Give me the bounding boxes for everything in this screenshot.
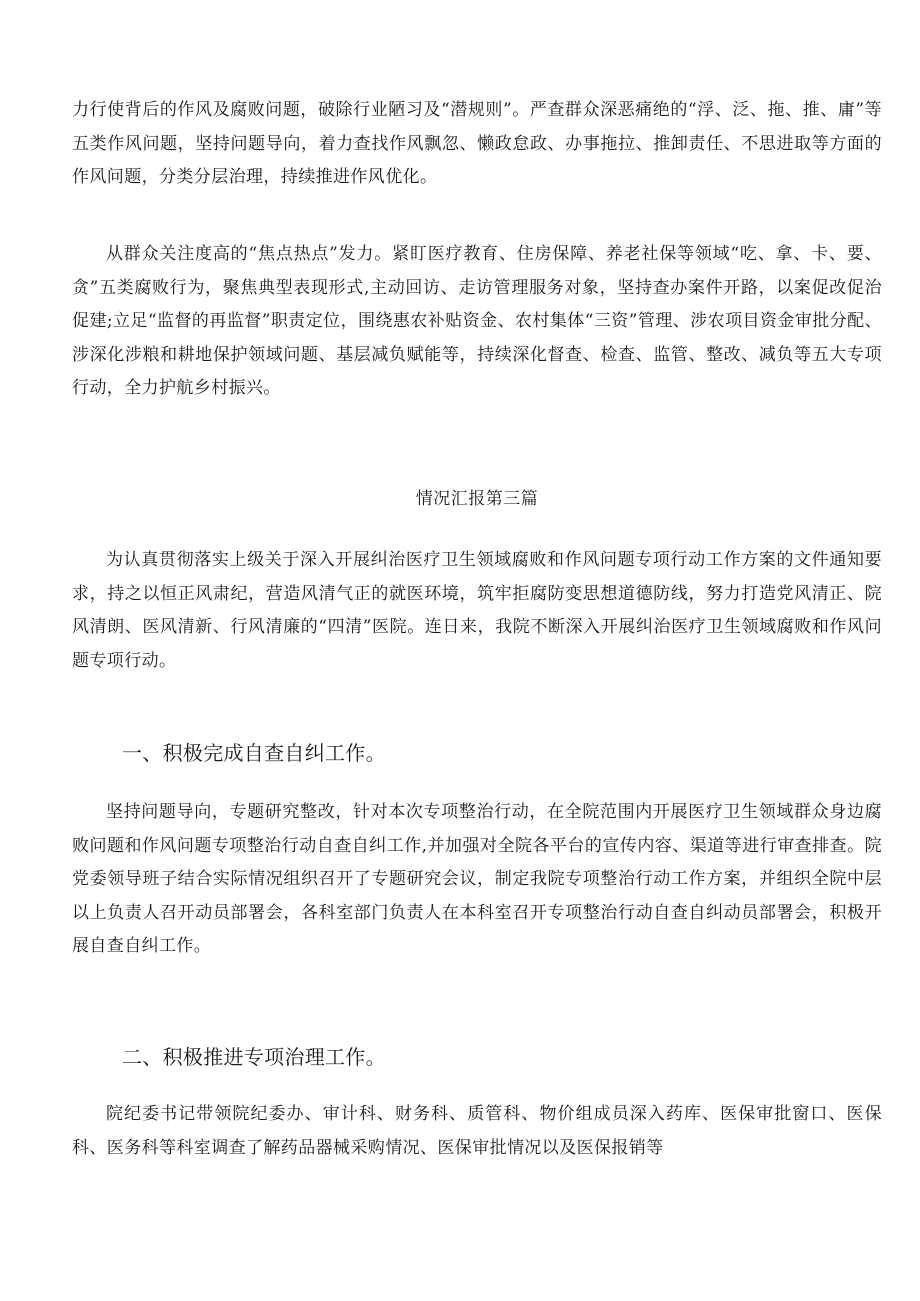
- heading-special-governance: 二、积极推进专项治理工作。: [122, 1045, 386, 1069]
- paragraph-intro: 为认真贯彻落实上级关于深入开展纠治医疗卫生领域腐败和作风问题专项行动工作方案的文件通知要求，持之以恒正风肃纪，营造风清气正的就医环境，筑牢拒腐防变思想道德防线，努力打造党风清正、院风清朗、医风清新、行风清廉的“四清”医院。连日来，我院不断深入开展纠治医疗卫生领域腐败和作风问题专项行动。: [72, 550, 882, 671]
- paragraph-self-inspection: 坚持问题导向，专题研究整改，针对本次专项整治行动，在全院范围内开展医疗卫生领域群众身边腐败问题和作风问题专项整治行动自查自纠工作,并加强对全院各平台的宣传内容、渠道等进行审查排查。院党委领导班子结合实际情况组织召开了专题研究会议，制定我院专项整治行动工作方案，并组织全院中层以上负责人召开动员部署会，各科室部门负责人在本科室召开专项整治行动自查自纠动员部署会，积极开展自查自纠工作。: [72, 802, 882, 956]
- section-title: 情况汇报第三篇: [415, 489, 539, 509]
- paragraph-work-style: 力行使背后的作风及腐败问题，破除行业陋习及“潜规则”。严查群众深恶痛绝的“浮、泛、拖、推、庸”等五类作风问题，坚持问题导向，着力查找作风飘忽、懒政怠政、办事拖拉、推卸责任、不思进取等方面的作风问题，分类分层治理，持续推进作风优化。: [72, 100, 882, 187]
- paragraph-hotspot-focus: 从群众关注度高的“焦点热点”发力。紧盯医疗教育、住房保障、养老社保等领域“吃、拿、卡、要、贪”五类腐败行为，聚焦典型表现形式,主动回访、走访管理服务对象，坚持查办案件开路，以案促改促治促建;立足“监督的再监督”职责定位，围绕惠农补贴资金、农村集体“三资”管理、涉农项目资金审批分配、涉深化涉粮和耕地保护领域问题、基层减负赋能等，持续深化督查、检查、监管、整改、减负等五大专项行动，全力护航乡村振兴。: [72, 244, 882, 398]
- paragraph-special-governance: 院纪委书记带领院纪委办、审计科、财务科、质管科、物价组成员深入药库、医保审批窗口、医保科、医务科等科室调查了解药品器械采购情况、医保审批情况以及医保报销等: [72, 1104, 882, 1158]
- heading-self-inspection: 一、积极完成自查自纠工作。: [122, 741, 386, 765]
